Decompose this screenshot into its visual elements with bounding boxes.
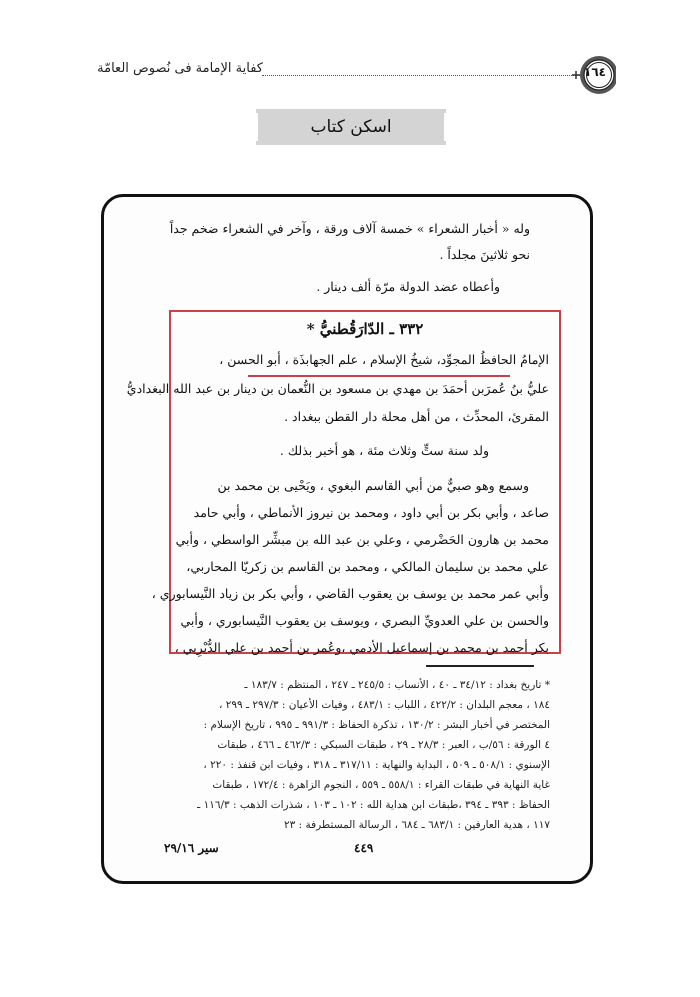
- footnote-line: ١٨٤ ، معجم البلدان : ٤٢٢/٢ ، اللباب : ٤٨٣/١ ، وفيات الأعيان : ٢٩٧/٣ ـ ٢٩٩ ،: [219, 699, 550, 711]
- page-number: ١٦٤: [584, 65, 606, 79]
- footnote-line: الإسنوي : ٥٠٨/١ ـ ٥٠٩ ، البداية والنهاية : ٣١٧/١١ ـ ٣١٨ ، وفيات ابن قنفذ : ٢٢٠ ،: [203, 759, 550, 771]
- highlight-underline: [248, 375, 510, 377]
- scan-page-number: ٤٤٩: [354, 841, 374, 855]
- scanned-page: [104, 197, 590, 881]
- entry-line: الإمامُ الحافظُ المجوِّد، شيخُ الإسلام ، علم الجهابذَة ، أبو الحسن ،: [219, 352, 549, 367]
- entry-line: المقرئ، المحدِّث ، من أهل محلة دار القطن ببغداد .: [284, 409, 549, 424]
- scanned-page-frame: [101, 194, 593, 884]
- entry-line: والحسن بن علي العدويِّ البصري ، ويوسف بن يعقوب النَّيسابوري ، وأبي: [180, 613, 549, 628]
- entry-line: وسمع وهو صبيٌّ من أبي القاسم البغوي ، ويَحْيى بن محمد بن: [217, 478, 529, 493]
- entry-line: عليُّ بنُ عُمرَبن أحمَدَ بن مهدي بن مسعود بن النُّعمان بن دينار بن عبد الله البغداديُّ: [126, 381, 549, 396]
- entry-line: وأبي عمر محمد بن يوسف بن يعقوب القاضي ، وأبي بكر بن زياد النَّيسابوري ،: [151, 586, 549, 601]
- banner-label: اسكن كتاب: [310, 117, 392, 137]
- entry-line: علي محمد بن سليمان المالكي ، ومحمد بن القاسم بن زكريّا المحاربي،: [186, 559, 549, 574]
- entry-line: صاعد ، وأبي بكر بن أبي داود ، ومحمد بن نيروز الأنماطي ، وأبي حامد: [193, 505, 549, 520]
- entry-line: ولد سنة ستٍّ وثلاث مئة ، هو أخبر بذلك .: [279, 443, 489, 458]
- entry-line: بكر أحمد بن محمد بن إسماعيل الأدمي ،وعُمر بن أحمد بن علي الدُّيْرِيي ،: [174, 640, 549, 655]
- intro-line: وله « أخبار الشعراء » خمسة آلاف ورقة ، وآخر في الشعراء ضخم جداً: [169, 221, 530, 236]
- highlight-box: [126, 310, 561, 655]
- running-header: [0, 50, 700, 100]
- footnote-line: ٤ الورقة : ٥٦/ب ، العبر : ٢٨/٣ ـ ٢٩ ، طبقات السبكي : ٤٦٢/٣ ـ ٤٦٦ ، طبقات: [217, 739, 550, 751]
- book-title: كفاية الإمامة فى نُصوص العامّة: [97, 61, 263, 76]
- footnote-separator: [426, 665, 534, 667]
- footnote-line: ١١٧ ، هدية العارفين : ٦٨٣/١ ـ ٦٨٤ ، الرسالة المستطرفة : ٢٣: [284, 819, 550, 831]
- header-divider: [262, 75, 582, 76]
- footnote-line: غاية النهاية في طبقات القراء : ٥٥٨/١ ـ ٥٥٩ ، النجوم الزاهرة : ١٧٢/٤ ، طبقات: [212, 779, 550, 791]
- intro-line: وأعطاه عضد الدولة مرّة ألف دينار .: [316, 279, 500, 294]
- footnote-line: * تاريخ بغداد : ٣٤/١٢ ـ ٤٠ ، الأنساب : ٢٤٥/٥ ـ ٢٤٧ ، المنتظم : ١٨٣/٧ ـ: [244, 679, 550, 691]
- scan-volume-reference: سير ٢٩/١٦: [164, 841, 219, 855]
- entry-line: محمد بن هارون الحَضْرمي ، وعلي بن عبد الله بن مبشِّر الواسطي ، وأبي: [175, 532, 549, 547]
- scan-book-banner: [256, 109, 446, 145]
- footnote-line: الحفاظ : ٣٩٣ ـ ٣٩٤ ،طبقات ابن هداية الله : ١٠٢ ـ ١٠٣ ، شذرات الذهب : ١١٦/٣ ـ: [197, 799, 550, 811]
- entry-title: ٣٣٢ ـ الدّارَقُطنيُّ *: [306, 320, 424, 338]
- footnote-line: المختصر في أخبار البشر : ١٣٠/٢ ، تذكرة الحفاظ : ٩٩١/٣ ـ ٩٩٥ ، تاريخ الإسلام :: [203, 719, 550, 731]
- intro-line: نحو ثلاثينَ مجلداً .: [439, 247, 530, 262]
